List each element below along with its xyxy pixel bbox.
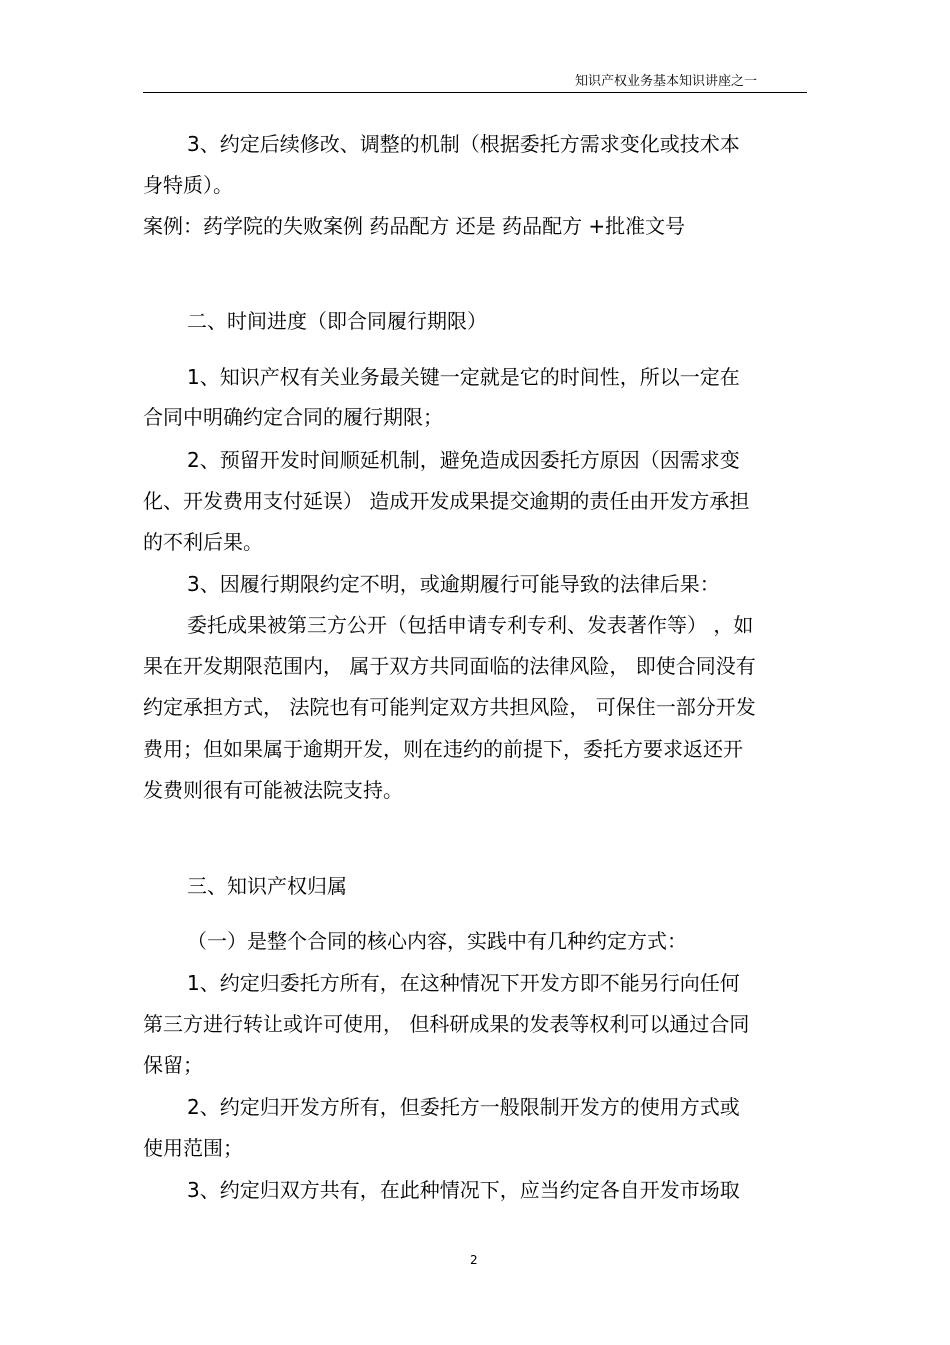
paragraph-line: 使用范围； <box>143 1136 243 1160</box>
paragraph-line: （一）是整个合同的核心内容，实践中有几种约定方式： <box>187 929 687 953</box>
paragraph-line: 1、知识产权有关业务最关键一定就是它的时间性，所以一定在 <box>187 365 740 389</box>
paragraph-line: 3、约定后续修改、调整的机制（根据委托方需求变化或技术本 <box>187 132 740 156</box>
section-heading: 三、知识产权归属 <box>187 874 347 898</box>
paragraph-line: 保留； <box>143 1053 203 1077</box>
header-title: 知识产权业务基本知识讲座之一 <box>574 74 757 89</box>
paragraph-line: 3、约定归双方共有，在此种情况下，应当约定各自开发市场取 <box>187 1178 740 1202</box>
paragraph-line: 合同中明确约定合同的履行期限； <box>143 405 443 429</box>
section-heading: 二、时间进度（即合同履行期限） <box>187 309 487 333</box>
paragraph-line: 身特质）。 <box>143 173 233 197</box>
paragraph-line: 1、约定归委托方所有，在这种情况下开发方即不能另行向任何 <box>187 971 740 995</box>
paragraph-line: 果在开发期限范围内， 属于双方共同面临的法律风险， 即使合同没有 <box>143 654 756 678</box>
paragraph-line: 第三方进行转让或许可使用， 但科研成果的发表等权利可以通过合同 <box>143 1012 750 1036</box>
page-number: 2 <box>470 1253 478 1267</box>
paragraph-line: 费用；但如果属于逾期开发，则在违约的前提下，委托方要求返还开 <box>143 737 743 761</box>
paragraph-line: 约定承担方式， 法院也有可能判定双方共担风险， 可保住一部分开发 <box>143 695 756 719</box>
paragraph-line: 3、因履行期限约定不明，或逾期履行可能导致的法律后果： <box>187 572 720 596</box>
paragraph-line: 2、预留开发时间顺延机制，避免造成因委托方原因（因需求变 <box>187 448 740 472</box>
paragraph-line: 案例：药学院的失败案例 药品配方 还是 药品配方 +批准文号 <box>143 214 686 238</box>
paragraph-line: 发费则很有可能被法院支持。 <box>143 778 403 802</box>
paragraph-line: 化、开发费用支付延误） 造成开发成果提交逾期的责任由开发方承担 <box>143 489 750 513</box>
paragraph-line: 委托成果被第三方公开（包括申请专利专利、发表著作等） ，如 <box>187 613 754 637</box>
paragraph-line: 2、约定归开发方所有，但委托方一般限制开发方的使用方式或 <box>187 1095 740 1119</box>
page-header <box>143 60 807 93</box>
paragraph-line: 的不利后果。 <box>143 530 263 554</box>
